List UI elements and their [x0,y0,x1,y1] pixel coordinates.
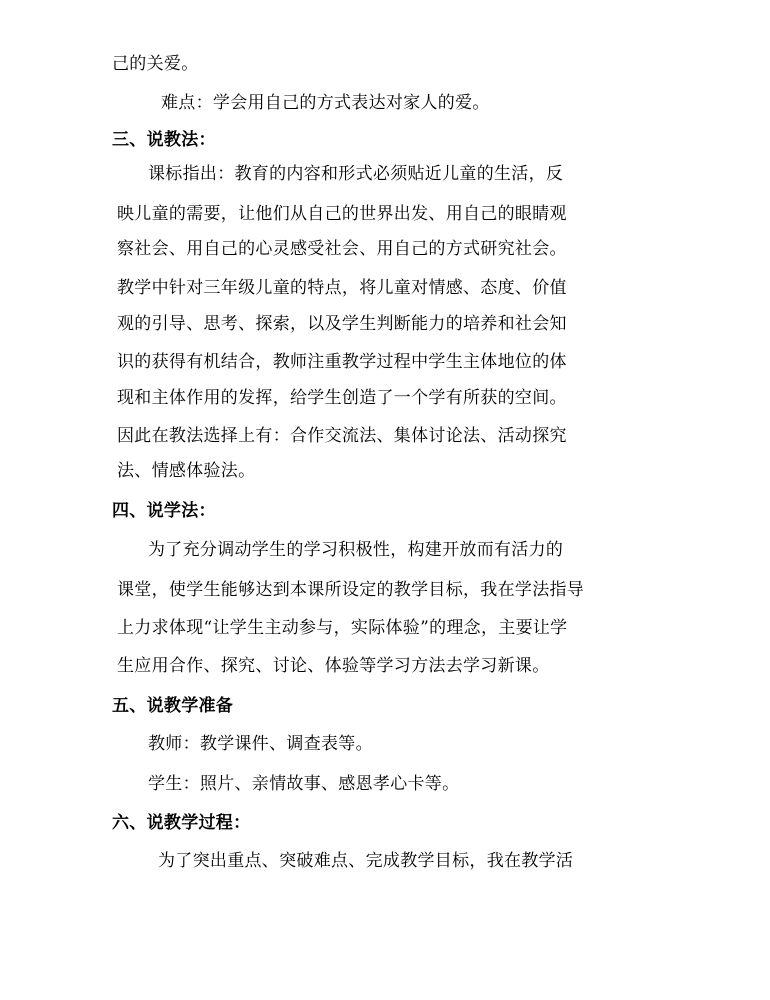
section-heading-learning-method: 四、说学法： [112,501,216,521]
paragraph-line: 己的关爱。 [112,54,199,74]
paragraph-line: 课标指出：教育的内容和形式必须贴近儿童的生活，反 [148,164,564,184]
paragraph-line: 观的引导、思考、探索，以及学生判断能力的培养和社会知 [117,314,567,334]
student-preparation-line: 学生：照片、亲情故事、感恩孝心卡等。 [148,774,460,794]
paragraph-line: 为了突出重点、突破难点、完成教学目标，我在教学活 [158,851,574,871]
paragraph-line: 因此在教法选择上有：合作交流法、集体讨论法、活动探究 [117,426,567,446]
paragraph-line: 法、情感体验法。 [117,461,256,481]
paragraph-line: 上力求体现“让学生主动参与，实际体验”的理念，主要让学 [117,618,568,638]
difficulty-point-line: 难点：学会用自己的方式表达对家人的爱。 [161,93,490,113]
paragraph-line: 察社会、用自己的心灵感受社会、用自己的方式研究社会。 [117,239,567,259]
paragraph-line: 生应用合作、探究、讨论、体验等学习方法去学习新课。 [117,656,550,676]
paragraph-line: 现和主体作用的发挥，给学生创造了一个学有所获的空间。 [117,388,567,408]
paragraph-line: 为了充分调动学生的学习积极性，构建开放而有活力的 [148,540,564,560]
paragraph-line: 课堂，使学生能够达到本课所设定的教学目标，我在学法指导 [117,580,585,600]
paragraph-line: 映儿童的需要，让他们从自己的世界出发、用自己的眼睛观 [117,204,567,224]
section-heading-teaching-process: 六、说教学过程： [112,813,251,833]
teacher-preparation-line: 教师：教学课件、调查表等。 [148,734,373,754]
section-heading-preparation: 五、说教学准备 [112,696,234,716]
section-heading-teaching-method: 三、说教法： [112,130,216,150]
paragraph-line: 识的获得有机结合，教师注重教学过程中学生主体地位的体 [117,352,567,372]
paragraph-line: 教学中针对三年级儿童的特点，将儿童对情感、态度、价值 [117,278,567,298]
